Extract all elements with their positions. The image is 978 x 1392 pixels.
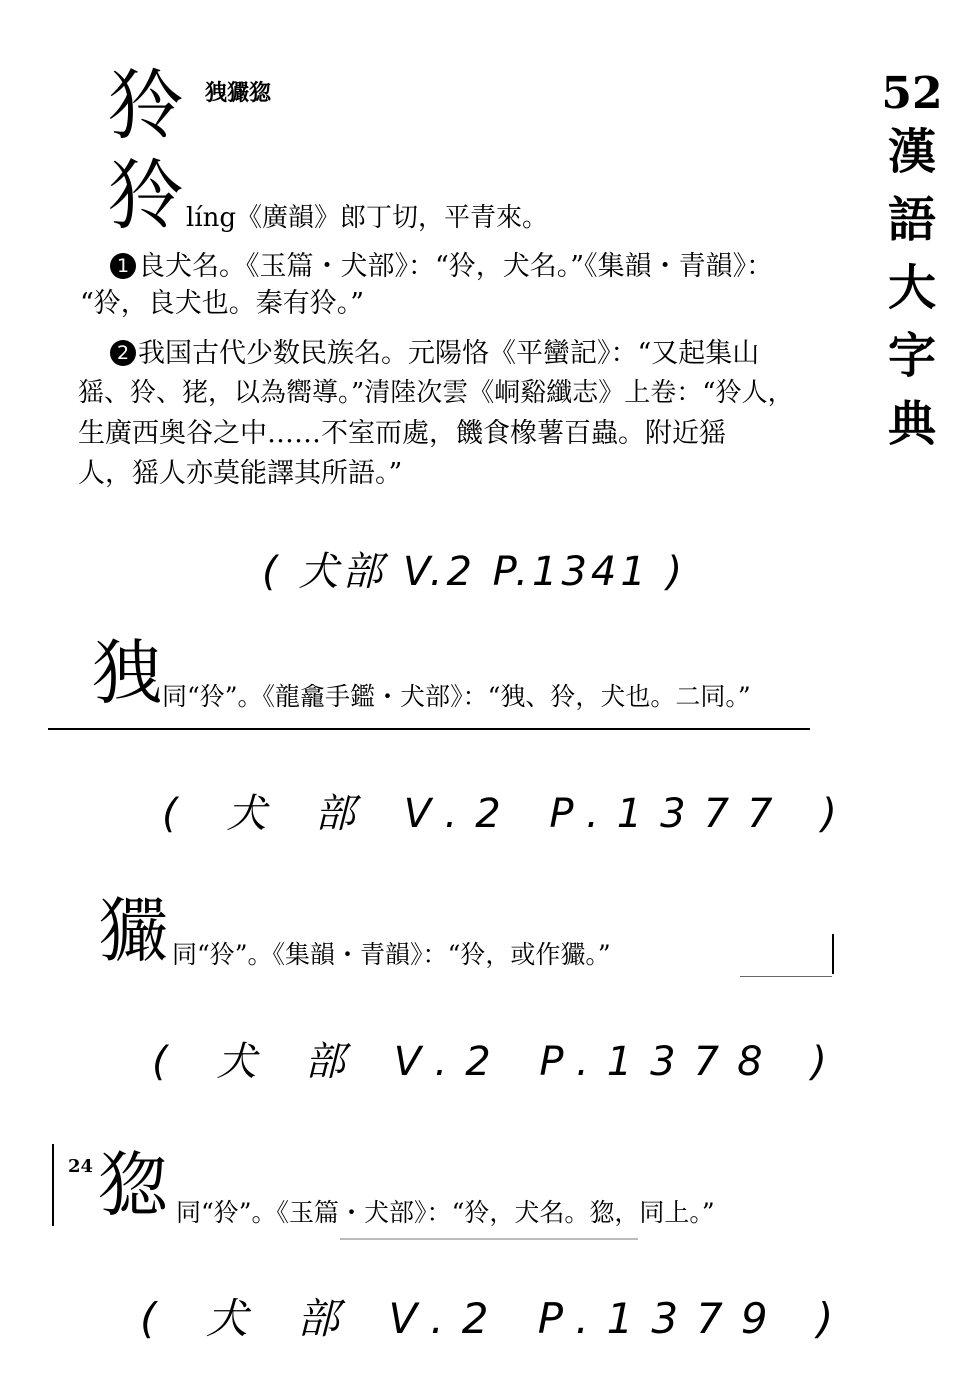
- entry1-head-char-2: 狑: [108, 151, 184, 240]
- entry3-handwritten-note: ( 犬 部 V.2 P.1378 ): [152, 1039, 845, 1085]
- side-title-char-5: 典: [887, 396, 936, 452]
- side-title-char-2: 語: [887, 192, 936, 248]
- entry1-sense-2-line-3: 生廣西奥谷之中……不室而處，饑食橡薯百蟲。附近猺: [78, 418, 726, 449]
- side-page-number: 52: [881, 68, 943, 119]
- side-title-char-4: 字: [887, 328, 936, 384]
- entry1-sense-2-line-1: 2 我国古代少数民族名。元陽恪《平蠻記》：“又起集山: [110, 340, 759, 367]
- entry1-reading: líng《廣韻》郎丁切，平青來。: [186, 203, 549, 233]
- entry4-definition: 同“狑”。《玉篇・犬部》：“狑，犬名。㺀，同上。”: [176, 1198, 715, 1227]
- entry4-handwritten-note: ( 犬 部 V.2 P.1379 ): [140, 1294, 852, 1343]
- entry2-handwritten-note: ( 犬 部 V.2 P.1377 ): [162, 791, 855, 837]
- entry1-sense-1-line-2: “狑，良犬也。秦有狑。”: [80, 288, 365, 319]
- entry1-sense-2-line-4: 人，猺人亦莫能譯其所語。”: [78, 458, 403, 489]
- entry2-definition: 同“狑”。《龍龕手鑑・犬部》：“㹭、狑，犬也。二同。”: [162, 682, 751, 711]
- entry1-head-char: 狑: [108, 61, 184, 150]
- entry3-head-char: 玁: [98, 890, 168, 972]
- entry2-head-char: 㹭: [92, 632, 162, 714]
- sense-number-1: 1: [110, 253, 136, 279]
- entry4-margin-line: [52, 1144, 54, 1226]
- entry4-faint-underline: [340, 1238, 638, 1240]
- entry3-definition: 同“狑”。《集韻・青韻》：“狑，或作玁。”: [172, 940, 611, 969]
- entry2-divider: [48, 728, 810, 730]
- entry3-right-bracket-horizontal: [740, 976, 832, 977]
- entry1-variants: 㹭玁㺀: [205, 80, 272, 106]
- entry1-sense-1-line-1: 1 良犬名。《玉篇・犬部》：“狑，犬名。”《集韻・青韻》：: [110, 253, 773, 280]
- side-title-char-3: 大: [887, 260, 936, 316]
- entry1-handwritten-note: ( 犬部 V.2 P.1341 ): [262, 549, 687, 595]
- side-title-char-1: 漢: [887, 124, 936, 180]
- entry3-right-bracket-vertical: [832, 934, 834, 974]
- entry1-sense-2-line-2: 猺、狑、狫，以為嚮導。”清陸次雲《峒谿纖志》上卷：“狑人，: [78, 378, 794, 408]
- sense-number-2: 2: [110, 340, 136, 366]
- entry4-head-char: 㺀: [98, 1144, 168, 1226]
- entry4-margin-number: 24: [68, 1156, 94, 1177]
